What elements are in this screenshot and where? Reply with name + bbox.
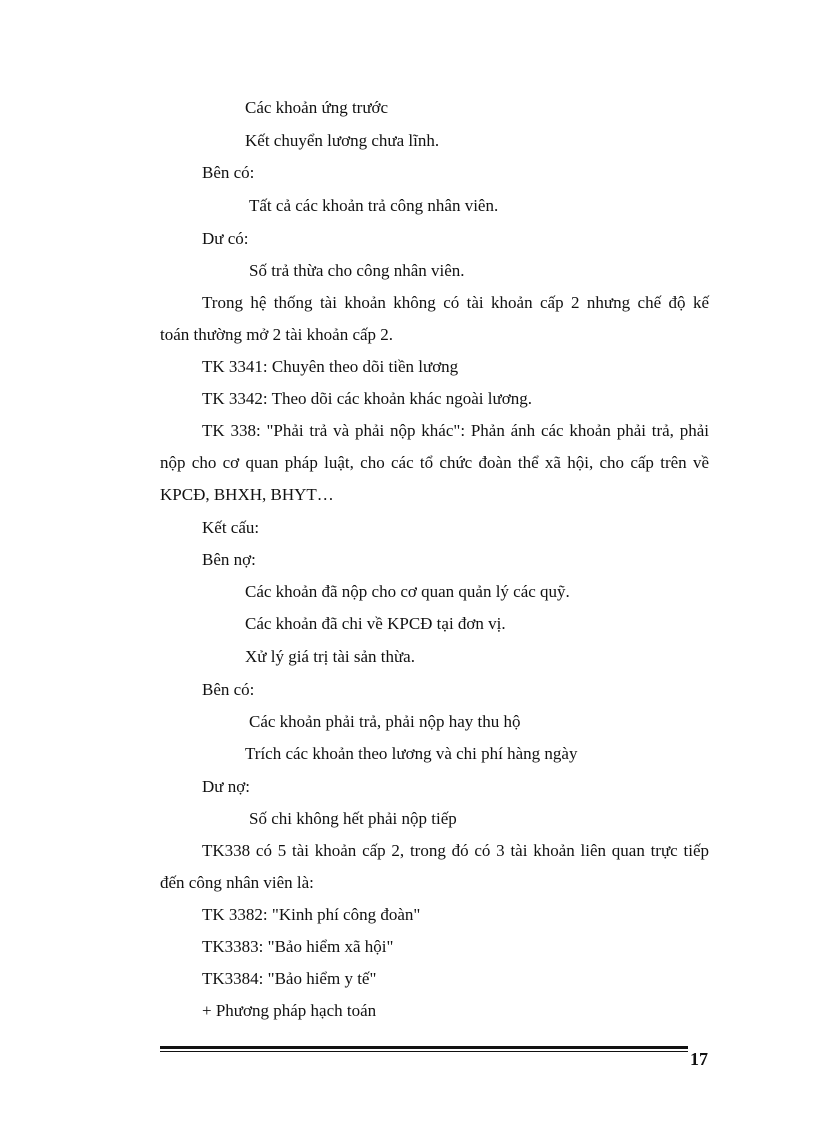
text-line: TK 3382: "Kinh phí công đoàn" xyxy=(202,905,421,924)
text-line: Các khoản đã nộp cho cơ quan quản lý các quỹ. xyxy=(245,582,570,601)
paragraph-line: TK338 có 5 tài khoản cấp 2, trong đó có 3 tài khoản liên quan trực tiếp xyxy=(202,841,709,860)
text-line: Các khoản phải trả, phải nộp hay thu hộ xyxy=(249,712,521,731)
footer-rule-thin xyxy=(160,1051,688,1052)
text-line: Trích các khoản theo lương và chi phí hàng ngày xyxy=(245,744,578,763)
text-line: Kết chuyển lương chưa lĩnh. xyxy=(245,131,440,150)
paragraph-line: đến công nhân viên là: xyxy=(160,873,314,892)
text-line: Các khoản ứng trước xyxy=(245,98,389,117)
paragraph-line: KPCĐ, BHXH, BHYT… xyxy=(160,485,334,504)
footer-rule xyxy=(160,1046,688,1049)
text-line: + Phương pháp hạch toán xyxy=(202,1001,377,1020)
paragraph-line: toán thường mở 2 tài khoản cấp 2. xyxy=(160,325,394,344)
text-line: Dư có: xyxy=(202,229,249,248)
text-line: Dư nợ: xyxy=(202,777,250,796)
text-line: TK3384: "Bảo hiểm y tế" xyxy=(202,969,377,988)
text-line: TK 3341: Chuyên theo dõi tiền lương xyxy=(202,357,459,376)
text-line: Xử lý giá trị tài sản thừa. xyxy=(245,647,415,666)
text-line: Số chi không hết phải nộp tiếp xyxy=(249,809,457,828)
text-line: Bên có: xyxy=(202,680,255,699)
text-line: Kết cấu: xyxy=(202,518,260,537)
page-number: 17 xyxy=(690,1049,708,1069)
paragraph-line: TK 338: "Phải trả và phải nộp khác": Phản ánh các khoản phải trả, phải xyxy=(202,421,709,440)
paragraph-line: nộp cho cơ quan pháp luật, cho các tổ chức đoàn thể xã hội, cho cấp trên về xyxy=(160,453,709,472)
text-line: Bên nợ: xyxy=(202,550,256,569)
text-line: Tất cả các khoản trả công nhân viên. xyxy=(249,196,499,215)
text-line: Bên có: xyxy=(202,163,255,182)
paragraph-line: Trong hệ thống tài khoản không có tài khoản cấp 2 nhưng chế độ kế xyxy=(202,293,709,312)
text-line: TK 3342: Theo dõi các khoản khác ngoài lương. xyxy=(202,389,532,408)
text-line: Các khoản đã chi về KPCĐ tại đơn vị. xyxy=(245,614,506,633)
text-line: TK3383: "Bảo hiểm xã hội" xyxy=(202,937,394,956)
text-line: Số trả thừa cho công nhân viên. xyxy=(249,261,465,280)
